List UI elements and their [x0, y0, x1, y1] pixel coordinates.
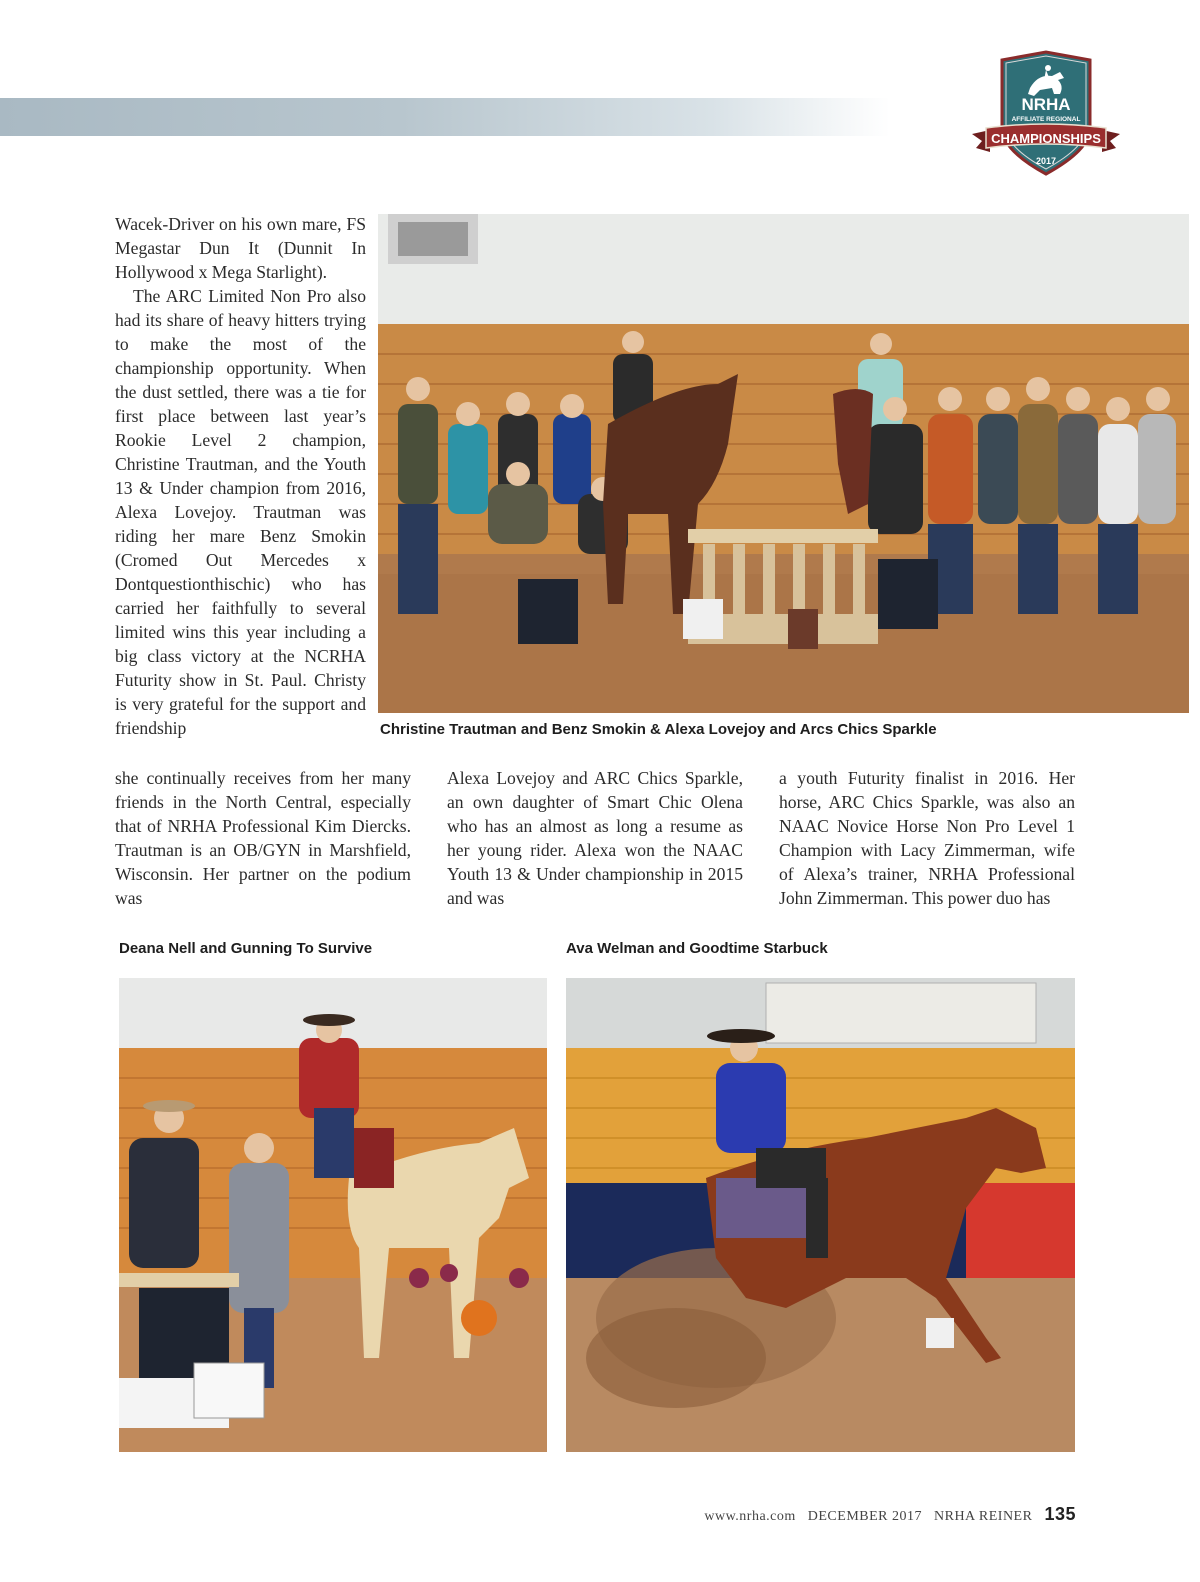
- photo-welman-goodtime: [566, 978, 1075, 1452]
- article-column-1-mid: [115, 284, 366, 738]
- championships-logo: [968, 50, 1124, 178]
- article-paragraph: Wacek-Driver on his own mare, FS Megastar Dun It (Dunnit In Hollywood x Mega Starlight).: [115, 214, 366, 282]
- photo-trautman-lovejoy: [378, 214, 1189, 713]
- logo-ribbon-text: CHAMPIONSHIPS: [991, 131, 1101, 146]
- footer-issue: DECEMBER 2017: [807, 1509, 922, 1524]
- article-paragraph: The ARC Limited Non Pro also had its share of heavy hitters trying to make the most of the championship opportunity. When the dust settled, there was a tie for first place between last year’s Rookie Level 2 champion, Christine Trautman, and the Youth 13 & Under champion from 2016, Alexa Lovejoy. Trautman was riding her mare Benz Smokin (Cromed Out Mercedes x Dontquestionthischic) who has carried her faithfully to several limited wins this year including a big class victory at the NCRHA Futurity show in St. Paul. Christy is very grateful for the support and friendship: [115, 286, 366, 738]
- article-column-3: [779, 766, 1075, 910]
- photo-caption: Deana Nell and Gunning To Survive: [119, 940, 373, 957]
- logo-title: NRHA: [1021, 95, 1071, 114]
- article-column-2: [447, 766, 743, 910]
- photo-nell-gunning: [119, 978, 547, 1452]
- footer-url: www.nrha.com: [704, 1509, 796, 1524]
- article-column-1-bottom: [115, 766, 411, 910]
- logo-year: 2017: [1035, 156, 1057, 166]
- photo-caption: Ava Welman and Goodtime Starbuck: [566, 940, 828, 957]
- footer-magazine: NRHA REINER: [934, 1509, 1033, 1524]
- article-paragraph: a youth Futurity finalist in 2016. Her horse, ARC Chics Sparkle, was also an NAAC Novice Horse Non Pro Level 1 Champion with Lacy Zimmerman, wife of Alexa’s trainer, NRHA Professional John Zimmerman. This power duo has: [779, 768, 1075, 908]
- page-number: 135: [1044, 1504, 1076, 1524]
- header-band: [0, 98, 890, 136]
- article-paragraph: Alexa Lovejoy and ARC Chics Sparkle, an own daughter of Smart Chic Olena who has an almost as long a resume as her young rider. Alexa won the NAAC Youth 13 & Under championship in 2015 and was: [447, 768, 743, 908]
- logo-subtitle: AFFILIATE REGIONAL: [1011, 116, 1081, 123]
- article-column-1-top: [115, 212, 366, 284]
- page-footer: [692, 1504, 1076, 1525]
- photo-caption: Christine Trautman and Benz Smokin & Alexa Lovejoy and Arcs Chics Sparkle: [380, 721, 937, 738]
- article-paragraph: she continually receives from her many friends in the North Central, especially that of NRHA Professional Kim Diercks. Trautman is an OB/GYN in Marshfield, Wisconsin. Her partner on the podium was: [115, 768, 411, 908]
